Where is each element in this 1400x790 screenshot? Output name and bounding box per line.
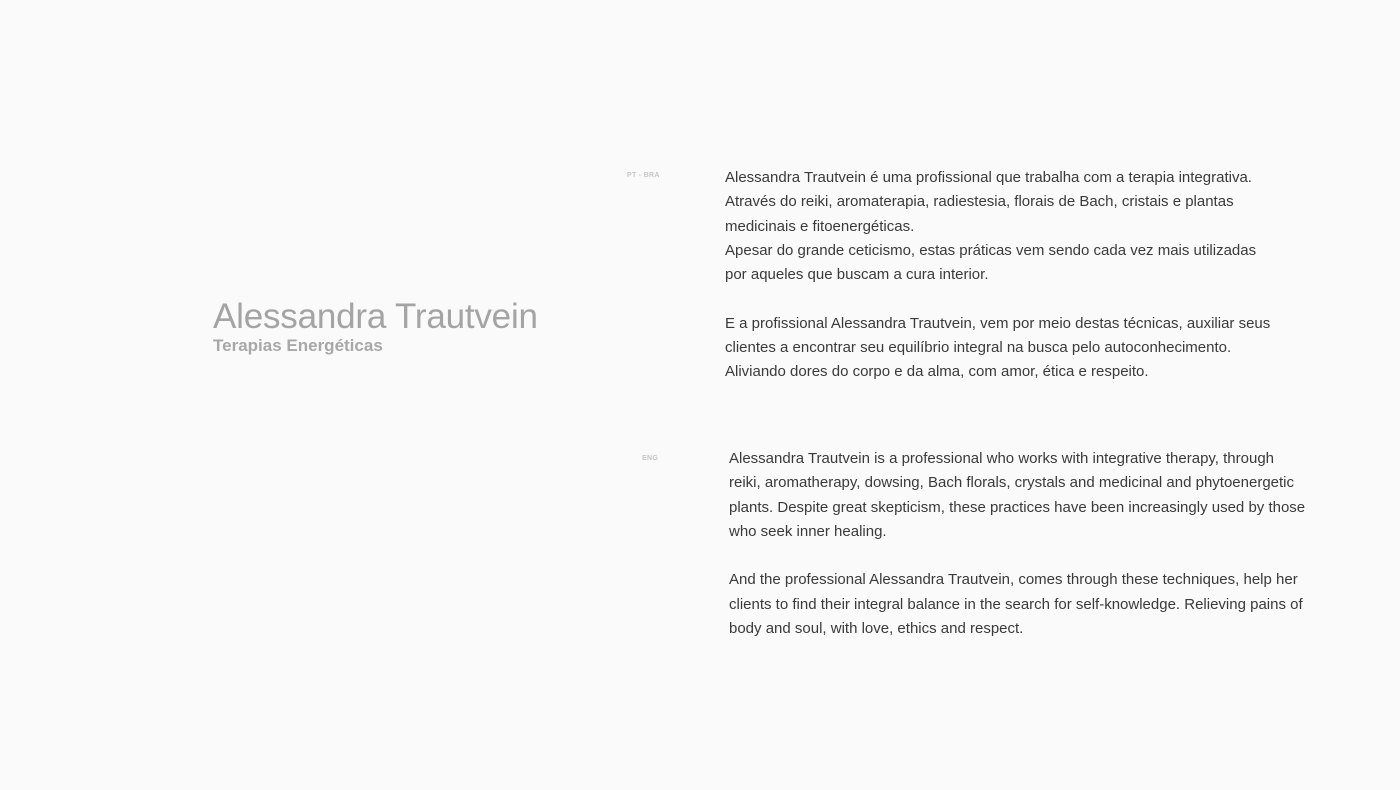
text-line: who seek inner healing. xyxy=(729,522,887,540)
brand-name: Alessandra Trautvein xyxy=(213,297,538,336)
text-line: por aqueles que buscam a cura interior. xyxy=(725,266,989,284)
text-line: Através do reiki, aromaterapia, radiestesia, florais de Bach, cristais e plantas xyxy=(725,193,1234,211)
description-pt xyxy=(725,166,1285,385)
text-line: medicinais e fitoenergéticas. xyxy=(725,217,915,235)
text-line: Aliviando dores do corpo e da alma, com amor, ética e respeito. xyxy=(725,363,1149,381)
text-line: E a profissional Alessandra Trautvein, vem por meio destas técnicas, auxiliar seus xyxy=(725,314,1271,332)
brand-subtitle: Terapias Energéticas xyxy=(213,336,383,355)
text-line: reiki, aromatherapy, dowsing, Bach florals, crystals and medicinal and phytoenergetic xyxy=(729,474,1295,492)
text-line: Alessandra Trautvein é uma profissional que trabalha com a terapia integrativa. xyxy=(725,169,1252,186)
text-line: clientes a encontrar seu equilíbrio integral na busca pelo autoconhecimento. xyxy=(725,339,1232,357)
language-tag-pt: PT - BRA xyxy=(627,172,660,179)
text-line: Alessandra Trautvein is a professional who works with integrative therapy, through xyxy=(729,450,1275,467)
paragraph-en-1 xyxy=(729,447,1319,544)
text-line: plants. Despite great skepticism, these practices have been increasingly used by those xyxy=(729,498,1306,516)
paragraph-en-2 xyxy=(729,568,1319,641)
brand-block xyxy=(213,296,538,356)
text-line: Apesar do grande ceticismo, estas práticas vem sendo cada vez mais utilizadas xyxy=(725,241,1257,259)
text-line: body and soul, with love, ethics and respect. xyxy=(729,620,1024,638)
paragraph-pt-2 xyxy=(725,312,1285,385)
text-line: And the professional Alessandra Trautvein, comes through these techniques, help her xyxy=(729,571,1298,589)
description-en xyxy=(729,447,1319,641)
text-line: clients to find their integral balance in the search for self-knowledge. Relieving pains of xyxy=(729,595,1303,613)
paragraph-pt-1 xyxy=(725,166,1285,287)
language-tag-en: ENG xyxy=(642,455,659,462)
